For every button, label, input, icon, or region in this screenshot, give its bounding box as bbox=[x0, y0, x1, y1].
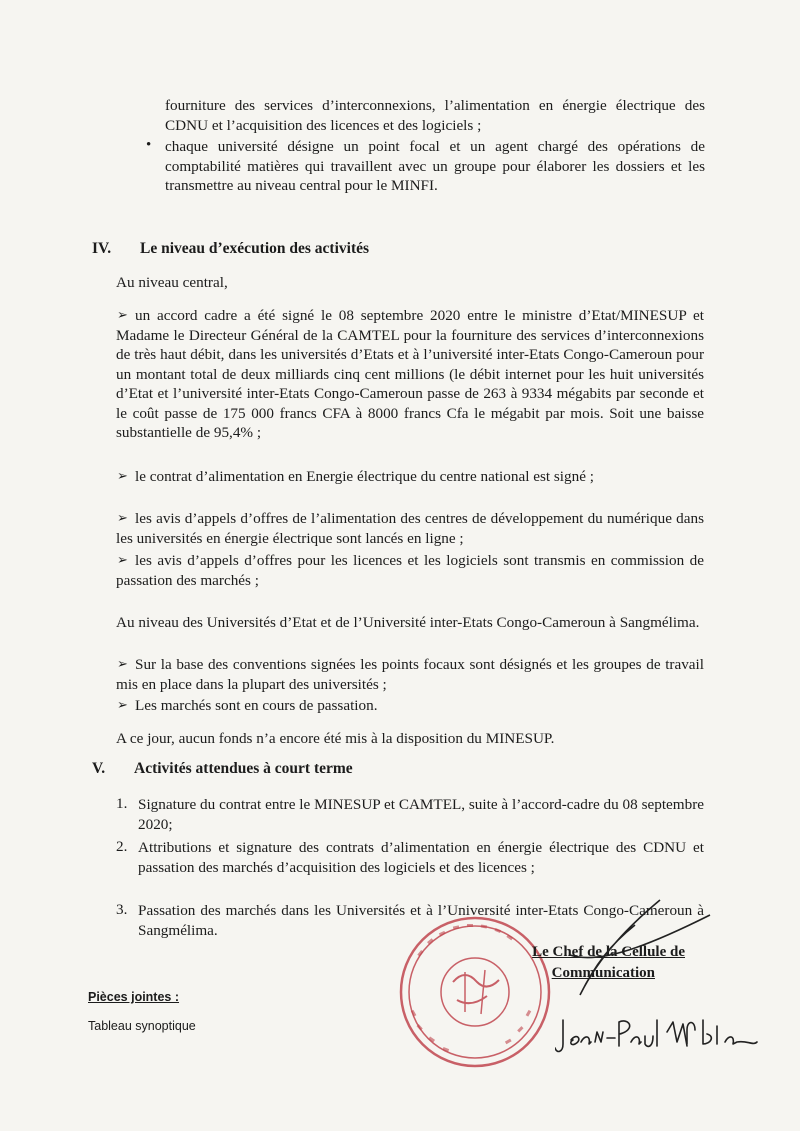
section-title: Le niveau d’exécution des activités bbox=[140, 240, 370, 257]
central-item-1: un accord cadre a été signé le 08 septembre 2020 entre le ministre d’Etat/MINESUP et Madame le Directeur Général de la CAMTEL pour la fourniture des services d’interconnexions de très haut débit, dans les universités d’Etats et à l’université inter-Etats Congo-Cameroun pour un montant total de deux milliards cinq cent millions (le débit internet pour les huit universités d’Etat et l’université inter-Etats Congo-Cameroun passe de 263 à 9334 mégabits par seconde et le coût passe de 175 000 francs CFA à 8000 francs Cfa le mégabit par mois. Soit une baisse substantielle de 95,4% ; bbox=[116, 307, 704, 441]
arrow-bullet-icon: ➢ bbox=[117, 697, 128, 712]
section-number: V. bbox=[92, 760, 106, 777]
arrow-bullet-icon: ➢ bbox=[117, 552, 128, 567]
list-number: 3. bbox=[116, 901, 128, 918]
section-title: Activités attendues à court terme bbox=[134, 760, 353, 777]
central-item-2: le contrat d’alimentation en Energie électrique du centre national est signé ; bbox=[135, 468, 594, 485]
arrow-bullet-icon: ➢ bbox=[117, 656, 128, 671]
short-term-item-1: Signature du contrat entre le MINESUP et CAMTEL, suite à l’accord-cadre du 08 septembre 2020; bbox=[138, 796, 704, 833]
arrow-bullet-icon: ➢ bbox=[117, 510, 128, 525]
central-item-3: les avis d’appels d’offres de l’alimentation des centres de développement du numérique dans les universités en énergie électrique sont lancés en ligne ; bbox=[116, 510, 704, 547]
section-number: IV. bbox=[92, 240, 112, 257]
list-number: 1. bbox=[116, 795, 128, 812]
univ-item-2: Les marchés sont en cours de passation. bbox=[135, 697, 378, 714]
handwritten-signature-icon bbox=[555, 1012, 780, 1072]
official-stamp-icon bbox=[395, 912, 555, 1072]
short-term-item-2: Attributions et signature des contrats d’alimentation en énergie électrique des CDNU et passation des marchés d’acquisition des logiciels et des licences ; bbox=[138, 839, 704, 876]
signatory-title-line1: Le Chef de la Cellule de bbox=[532, 944, 685, 960]
central-intro: Au niveau central, bbox=[116, 274, 228, 291]
list-number: 2. bbox=[116, 838, 128, 855]
univ-item-1: Sur la base des conventions signées les points focaux sont désignés et les groupes de travail mis en place dans la plupart des universités ; bbox=[116, 656, 704, 693]
arrow-bullet-icon: ➢ bbox=[117, 468, 128, 483]
closing-note: A ce jour, aucun fonds n’a encore été mis à la disposition du MINESUP. bbox=[116, 730, 555, 747]
arrow-bullet-icon: ➢ bbox=[117, 307, 128, 322]
central-item-4: les avis d’appels d’offres pour les licences et les logiciels sont transmis en commission de passation des marchés ; bbox=[116, 552, 704, 589]
bullet-paragraph: chaque université désigne un point focal et un agent chargé des opérations de comptabilité matières qui travaillent avec un groupe pour élaborer les dossiers et les transmettre au niveau central pour le MINFI. bbox=[165, 138, 705, 194]
attachments-label: Pièces jointes : bbox=[88, 990, 180, 1004]
short-term-item-3: Passation des marchés dans les Universités et à l’Université inter-Etats Congo-Cameroun à Sangmélima. bbox=[138, 902, 704, 939]
univ-intro: Au niveau des Universités d’Etat et de l’Université inter-Etats Congo-Cameroun à Sangmélima. bbox=[116, 614, 700, 631]
bullet-icon: • bbox=[146, 137, 152, 153]
signature-scribble-icon bbox=[540, 895, 720, 1015]
continued-text: fourniture des services d’interconnexions, l’alimentation en énergie électrique des CDNU et l’acquisition des licences et des logiciels ; bbox=[165, 97, 705, 134]
attachments-item: Tableau synoptique bbox=[88, 1019, 196, 1033]
signatory-title-line2: Communication bbox=[551, 965, 655, 981]
